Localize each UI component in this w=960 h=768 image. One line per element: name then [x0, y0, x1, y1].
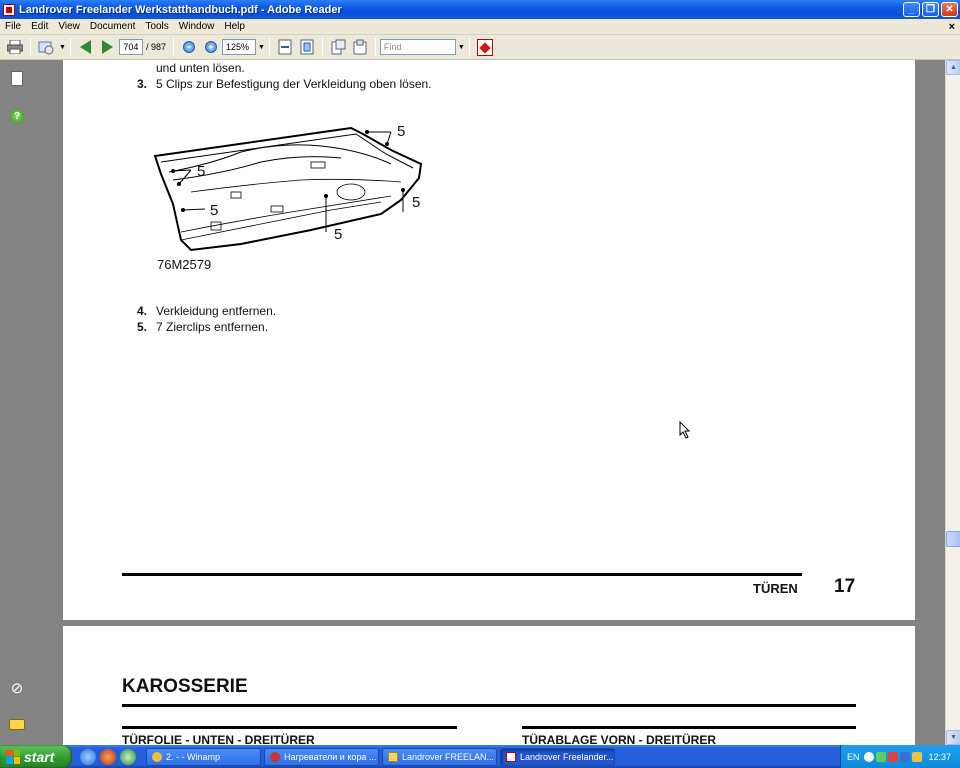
vertical-scrollbar[interactable] [945, 60, 960, 745]
menu-bar [0, 19, 960, 35]
door-trim-illustration [151, 122, 426, 257]
toolbar-separator [469, 38, 470, 56]
fit-width-icon[interactable] [276, 38, 294, 56]
body-text: und unten lösen. [156, 61, 245, 75]
callout-label: 5 [334, 226, 343, 243]
scroll-up-icon[interactable]: ▲ [946, 60, 960, 75]
comments-icon[interactable] [9, 716, 25, 732]
language-indicator[interactable]: EN [847, 751, 860, 762]
menu-window[interactable]: Window [178, 21, 215, 32]
navigation-pane [0, 60, 34, 745]
single-page-icon[interactable] [351, 38, 369, 56]
close-document-button[interactable]: × [948, 20, 955, 33]
step-number: 3. [137, 77, 148, 91]
taskbar [0, 745, 960, 768]
windows-flag-icon [6, 750, 20, 764]
page-total: / 987 [145, 42, 166, 52]
hand-tool-icon[interactable] [37, 38, 55, 56]
minimize-button[interactable]: _ [903, 2, 920, 17]
internet-explorer-icon[interactable] [80, 749, 96, 765]
toolbar [0, 35, 960, 60]
figure-code: 76M2579 [157, 257, 212, 272]
volume-icon[interactable] [912, 752, 922, 762]
page-number: 17 [834, 576, 856, 597]
clock[interactable]: 12:37 [928, 751, 952, 762]
toolbar-separator [30, 38, 31, 56]
start-label: start [24, 748, 55, 765]
antivirus-icon[interactable] [888, 752, 898, 762]
section-rule [522, 726, 856, 729]
pages-panel-icon[interactable] [11, 71, 23, 86]
previous-page-icon[interactable] [77, 38, 95, 56]
menu-view[interactable]: View [58, 21, 80, 32]
footer-section: TÜREN [753, 581, 798, 596]
tray-expand-icon[interactable] [864, 752, 874, 762]
folder-icon [388, 752, 398, 762]
adobe-acrobat-icon[interactable] [476, 38, 494, 56]
network-icon[interactable] [876, 752, 886, 762]
fit-page-icon[interactable] [298, 38, 316, 56]
pdf-page [63, 626, 915, 745]
callout-label: 5 [412, 194, 421, 211]
bluetooth-icon[interactable] [900, 752, 910, 762]
page-number-input[interactable]: 704 [119, 39, 143, 55]
print-icon[interactable] [6, 38, 24, 56]
scroll-down-icon[interactable]: ▼ [946, 730, 960, 745]
document-view[interactable] [34, 60, 945, 745]
maximize-button[interactable]: ❐ [922, 2, 939, 17]
taskbar-item-adobe-reader[interactable]: Landrover Freelander... [500, 748, 615, 766]
attachments-icon[interactable]: ⊘ [10, 680, 24, 697]
window-title: Landrover Freelander Werkstatthandbuch.pdf - Adobe Reader [19, 3, 342, 16]
scrollbar-thumb[interactable] [946, 531, 960, 547]
footer-rule [122, 573, 802, 576]
page-header: KAROSSERIE [122, 676, 248, 697]
toolbar-separator [173, 38, 174, 56]
menu-edit[interactable]: Edit [31, 21, 49, 32]
help-icon[interactable]: ? [10, 109, 24, 123]
browser-icon [270, 752, 280, 762]
step-text: 5 Clips zur Befestigung der Verkleidung oben lösen. [156, 77, 432, 91]
menu-document[interactable]: Document [89, 21, 136, 32]
toolbar-separator [375, 38, 376, 56]
title-bar [0, 0, 960, 19]
adobe-reader-icon [506, 752, 516, 762]
menu-help[interactable]: Help [224, 21, 245, 32]
menu-tools[interactable]: Tools [145, 21, 169, 32]
system-tray [840, 745, 960, 768]
toolbar-separator [70, 38, 71, 56]
taskbar-item-winamp[interactable]: 2. - - Winamp [146, 748, 261, 766]
header-rule [122, 704, 856, 707]
zoom-level-input[interactable]: 125% [222, 39, 256, 55]
section-rule [122, 726, 457, 729]
tool-dropdown-icon[interactable]: ▼ [59, 43, 66, 51]
zoom-out-icon[interactable]: − [180, 38, 198, 56]
taskbar-item-browser[interactable]: Нагреватели и кора ... [264, 748, 379, 766]
step-text: Verkleidung entfernen. [156, 304, 277, 318]
quick-launch [78, 749, 138, 765]
section-heading: TÜRFOLIE - UNTEN - DREITÜRER [122, 733, 315, 745]
media-player-icon[interactable] [120, 749, 136, 765]
menu-file[interactable]: File [5, 21, 22, 32]
mouse-pointer-icon [679, 421, 691, 439]
winamp-icon [152, 752, 162, 762]
close-button[interactable]: ✕ [941, 2, 958, 17]
toolbar-separator [322, 38, 323, 56]
step-text: 7 Zierclips entfernen. [156, 320, 269, 334]
step-number: 5. [137, 320, 148, 334]
callout-label: 5 [210, 202, 219, 219]
section-heading: TÜRABLAGE VORN - DREITÜRER [522, 733, 716, 745]
find-input[interactable]: Find [380, 39, 456, 55]
find-dropdown-icon[interactable]: ▼ [457, 43, 465, 51]
pdf-page [63, 60, 915, 620]
callout-label: 5 [397, 123, 406, 140]
callout-label: 5 [197, 163, 206, 180]
taskbar-item-folder[interactable]: Landrover FREELAN... [382, 748, 497, 766]
start-button[interactable] [0, 745, 72, 768]
browser-icon[interactable] [100, 749, 116, 765]
next-page-icon[interactable] [99, 38, 117, 56]
rotate-view-icon[interactable] [329, 38, 347, 56]
toolbar-separator [269, 38, 270, 56]
zoom-dropdown-icon[interactable]: ▼ [257, 43, 265, 51]
zoom-in-icon[interactable]: + [202, 38, 220, 56]
adobe-reader-icon [3, 4, 15, 16]
step-number: 4. [137, 304, 148, 318]
